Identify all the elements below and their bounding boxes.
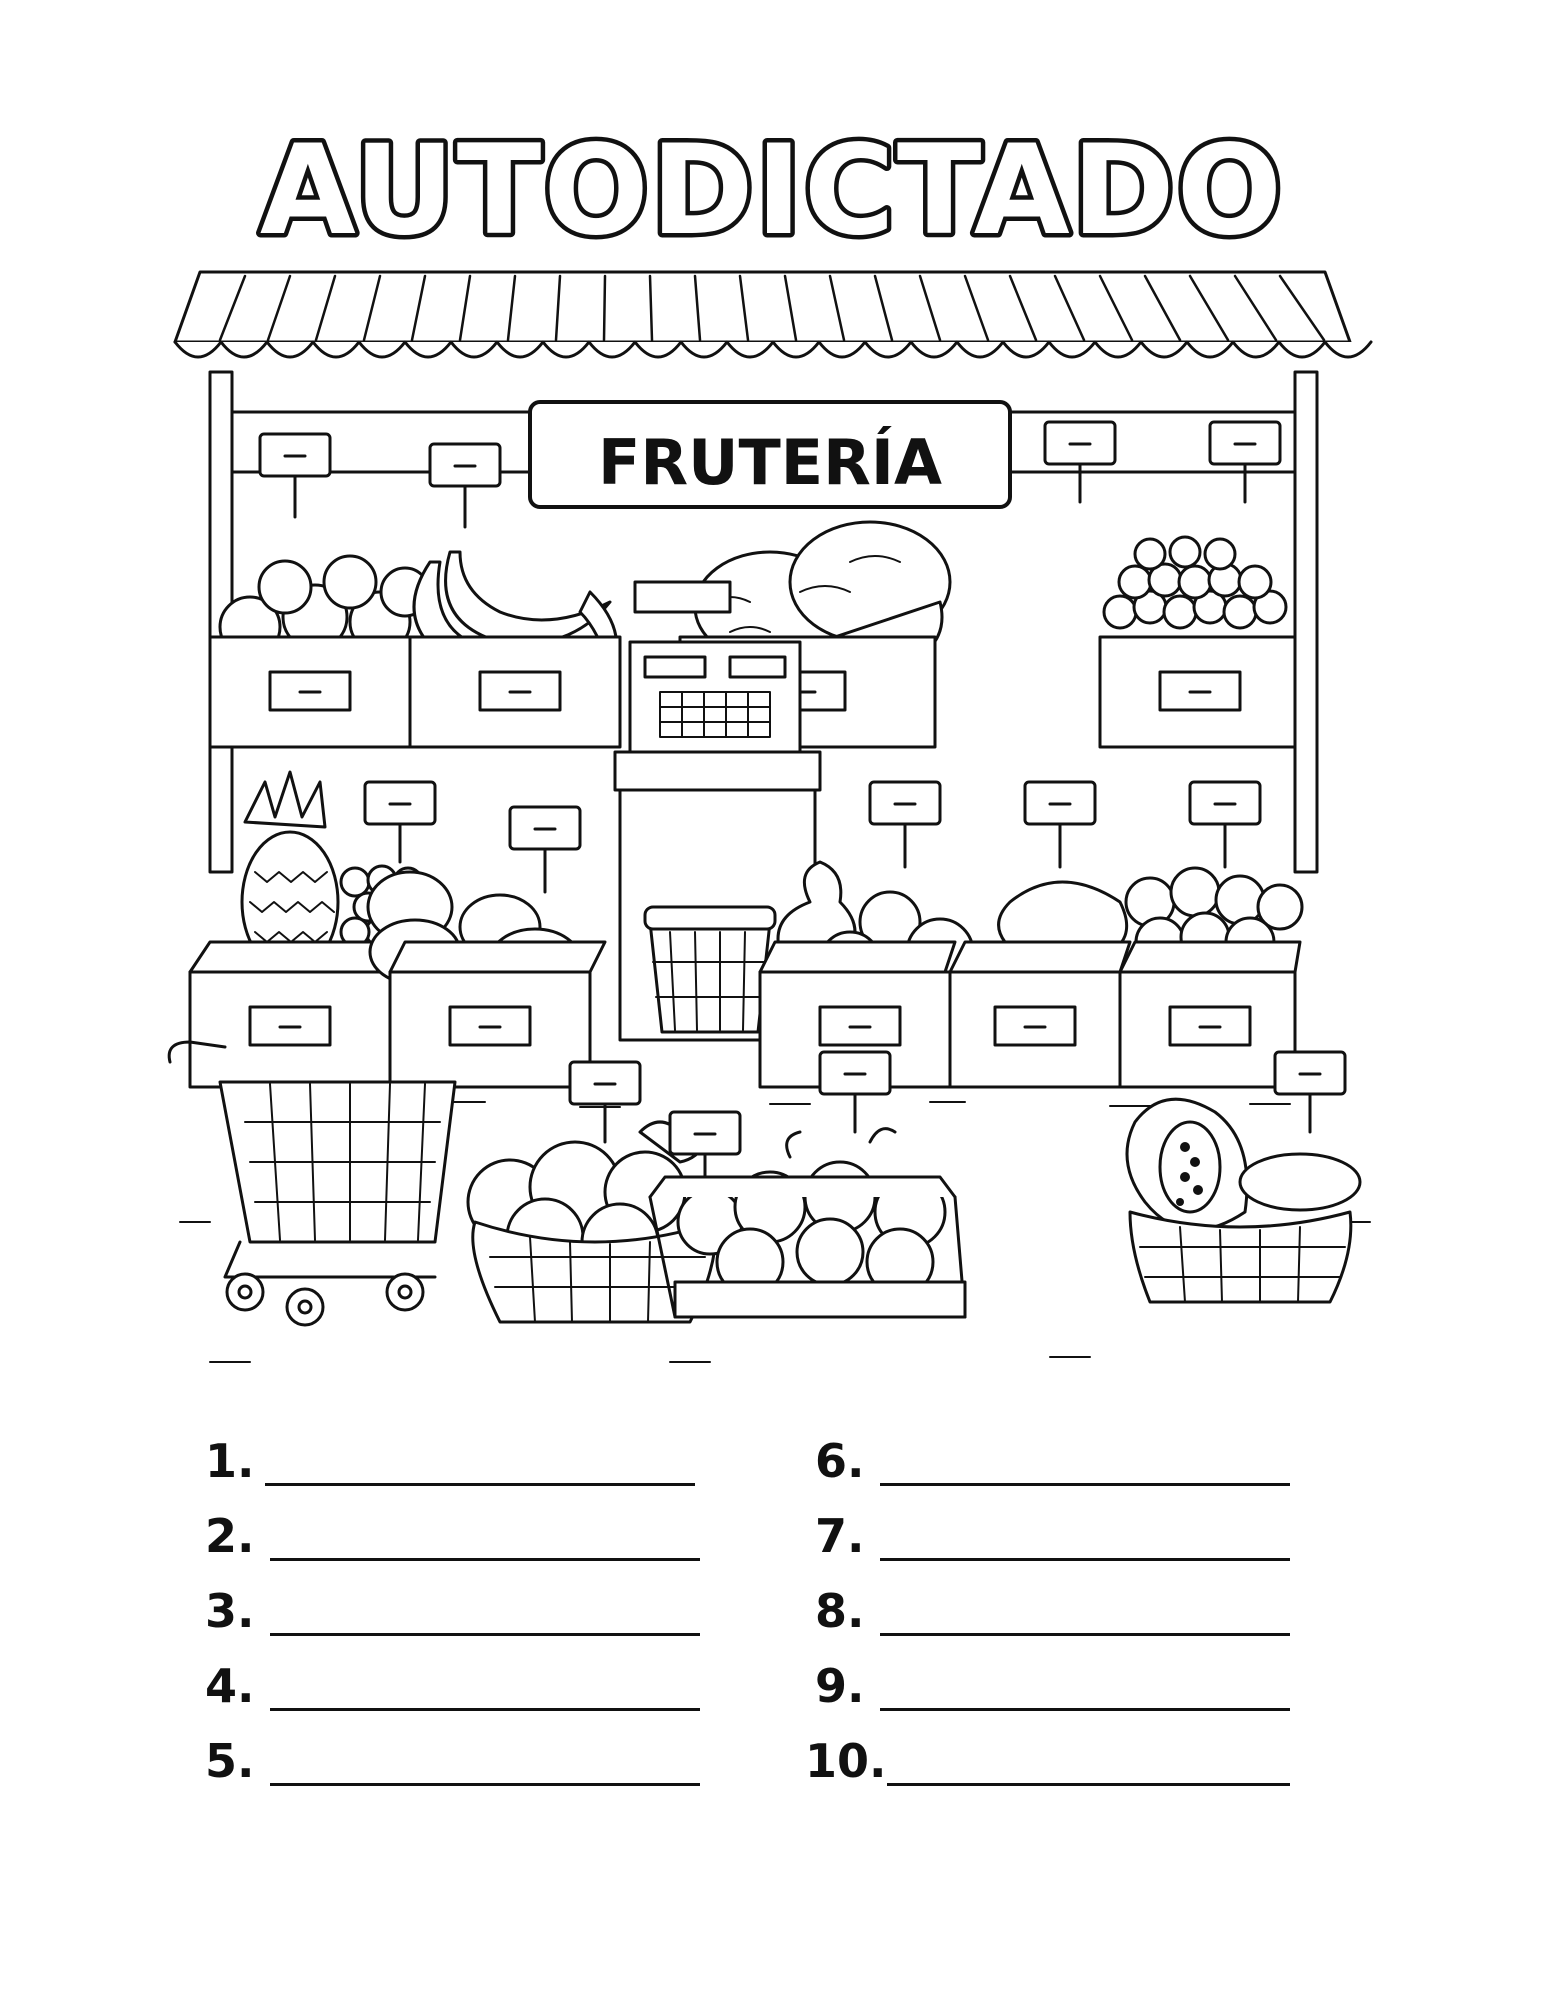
answer-lines bbox=[0, 1430, 1545, 1830]
answer-line-6[interactable] bbox=[815, 1430, 1315, 1500]
worksheet-title bbox=[0, 118, 1545, 268]
title-text: AUTODICTADO bbox=[259, 119, 1285, 263]
apples-crate bbox=[210, 434, 429, 747]
answer-number: 2. bbox=[205, 1509, 255, 1563]
tomatoes-crate bbox=[1120, 782, 1302, 1087]
writing-line bbox=[880, 1708, 1290, 1711]
writing-line bbox=[270, 1708, 700, 1711]
writing-line bbox=[880, 1633, 1290, 1636]
shop-sign-text: FRUTERÍA bbox=[598, 426, 942, 499]
fruit-basket-right bbox=[1127, 1052, 1360, 1302]
answer-number: 9. bbox=[815, 1659, 865, 1713]
answer-line-8[interactable] bbox=[815, 1580, 1315, 1650]
answer-number: 8. bbox=[815, 1584, 865, 1638]
answer-line-1[interactable] bbox=[205, 1430, 705, 1500]
answer-line-3[interactable] bbox=[205, 1580, 705, 1650]
writing-line bbox=[270, 1633, 700, 1636]
writing-line bbox=[270, 1558, 700, 1561]
answer-line-7[interactable] bbox=[815, 1505, 1315, 1575]
answer-number: 1. bbox=[205, 1434, 255, 1488]
writing-line bbox=[880, 1483, 1290, 1486]
awning bbox=[175, 272, 1371, 357]
answer-number: 6. bbox=[815, 1434, 865, 1488]
answer-number: 3. bbox=[205, 1584, 255, 1638]
writing-line bbox=[270, 1783, 700, 1786]
answer-line-5[interactable] bbox=[205, 1730, 705, 1800]
potatoes-crate bbox=[368, 807, 605, 1087]
answer-line-4[interactable] bbox=[205, 1655, 705, 1725]
answer-line-2[interactable] bbox=[205, 1505, 705, 1575]
answer-line-10[interactable] bbox=[805, 1730, 1315, 1800]
answer-number: 10. bbox=[805, 1734, 887, 1788]
shop-sign bbox=[530, 402, 1010, 507]
writing-line bbox=[880, 1558, 1290, 1561]
writing-line bbox=[887, 1783, 1290, 1786]
mangoes-crate bbox=[950, 782, 1130, 1087]
fruit-shop-illustration bbox=[150, 262, 1395, 1382]
answer-line-9[interactable] bbox=[815, 1655, 1315, 1725]
answer-number: 5. bbox=[205, 1734, 255, 1788]
writing-line bbox=[265, 1483, 695, 1486]
answer-number: 4. bbox=[205, 1659, 255, 1713]
answer-number: 7. bbox=[815, 1509, 865, 1563]
